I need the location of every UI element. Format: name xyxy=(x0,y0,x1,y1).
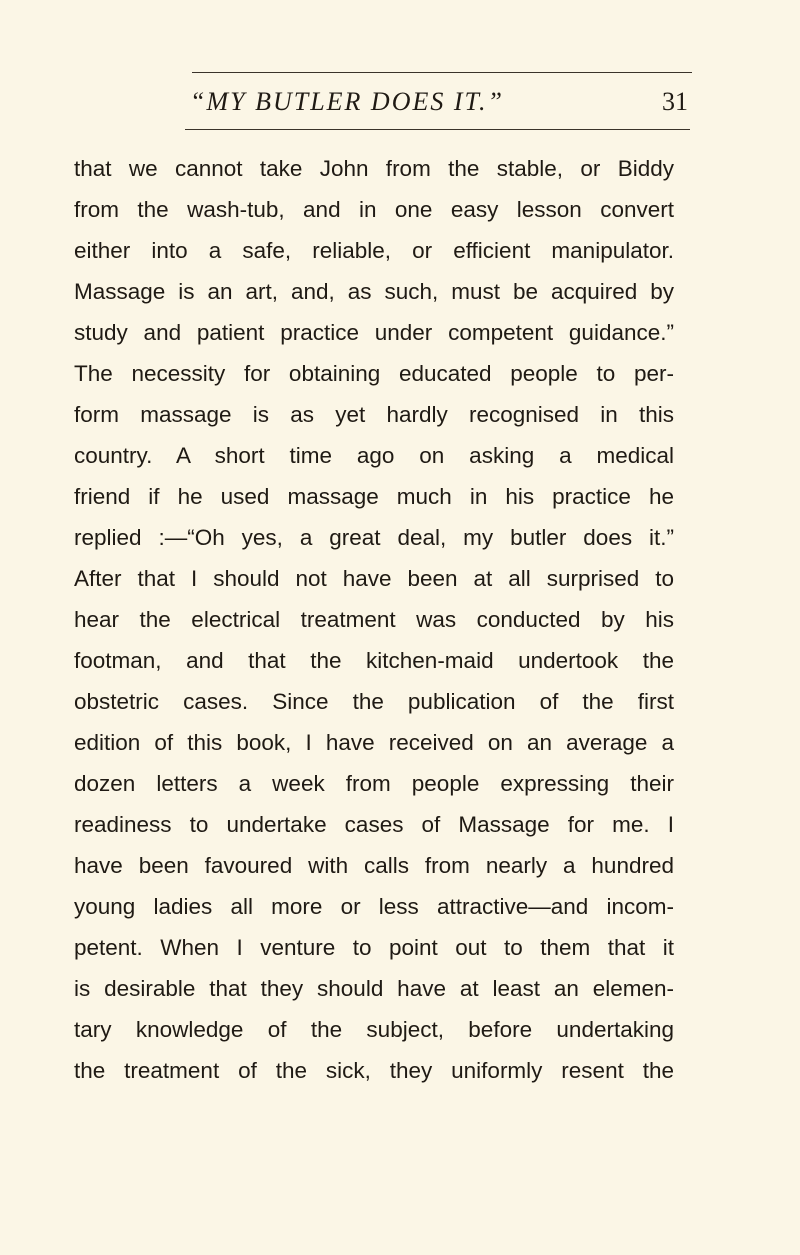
text-line: is desirable that they should have at least an elemen- xyxy=(74,976,674,1001)
text-line: Massage is an art, and, as such, must be acquired by xyxy=(74,279,674,304)
header-rule-top xyxy=(192,72,692,73)
text-line: footman, and that the kitchen-maid undertook the xyxy=(74,648,674,673)
text-line: hear the electrical treatment was conducted by his xyxy=(74,607,674,632)
text-line: from the wash-tub, and in one easy lesson convert xyxy=(74,197,674,222)
text-line: readiness to undertake cases of Massage for me. I xyxy=(74,812,674,837)
text-line: friend if he used massage much in his practice he xyxy=(74,484,674,509)
text-line: study and patient practice under competent guidance.” xyxy=(74,320,674,345)
text-line: After that I should not have been at all surprised to xyxy=(74,566,674,591)
text-line: tary knowledge of the subject, before undertaking xyxy=(74,1017,674,1042)
page-number: 31 xyxy=(662,87,688,116)
text-line: dozen letters a week from people expressing their xyxy=(74,771,674,796)
text-line: edition of this book, I have received on an average a xyxy=(74,730,674,755)
text-line: The necessity for obtaining educated people to per- xyxy=(74,361,674,386)
running-title: “MY BUTLER DOES IT.” xyxy=(190,87,505,116)
text-line: petent. When I venture to point out to them that it xyxy=(74,935,674,960)
header-rule-bottom xyxy=(185,129,690,130)
text-line: form massage is as yet hardly recognised in this xyxy=(74,402,674,427)
text-line: that we cannot take John from the stable, or Biddy xyxy=(74,156,674,181)
text-line: have been favoured with calls from nearly a hundred xyxy=(74,853,674,878)
body-text xyxy=(74,148,674,1091)
text-line: country. A short time ago on asking a medical xyxy=(74,443,674,468)
text-line: obstetric cases. Since the publication of the first xyxy=(74,689,674,714)
text-line: the treatment of the sick, they uniformly resent the xyxy=(74,1058,674,1083)
text-line: replied :—“Oh yes, a great deal, my butler does it.” xyxy=(74,525,674,550)
text-line: either into a safe, reliable, or efficient manipulator. xyxy=(74,238,674,263)
text-line: young ladies all more or less attractive—and incom- xyxy=(74,894,674,919)
running-head xyxy=(190,82,690,122)
